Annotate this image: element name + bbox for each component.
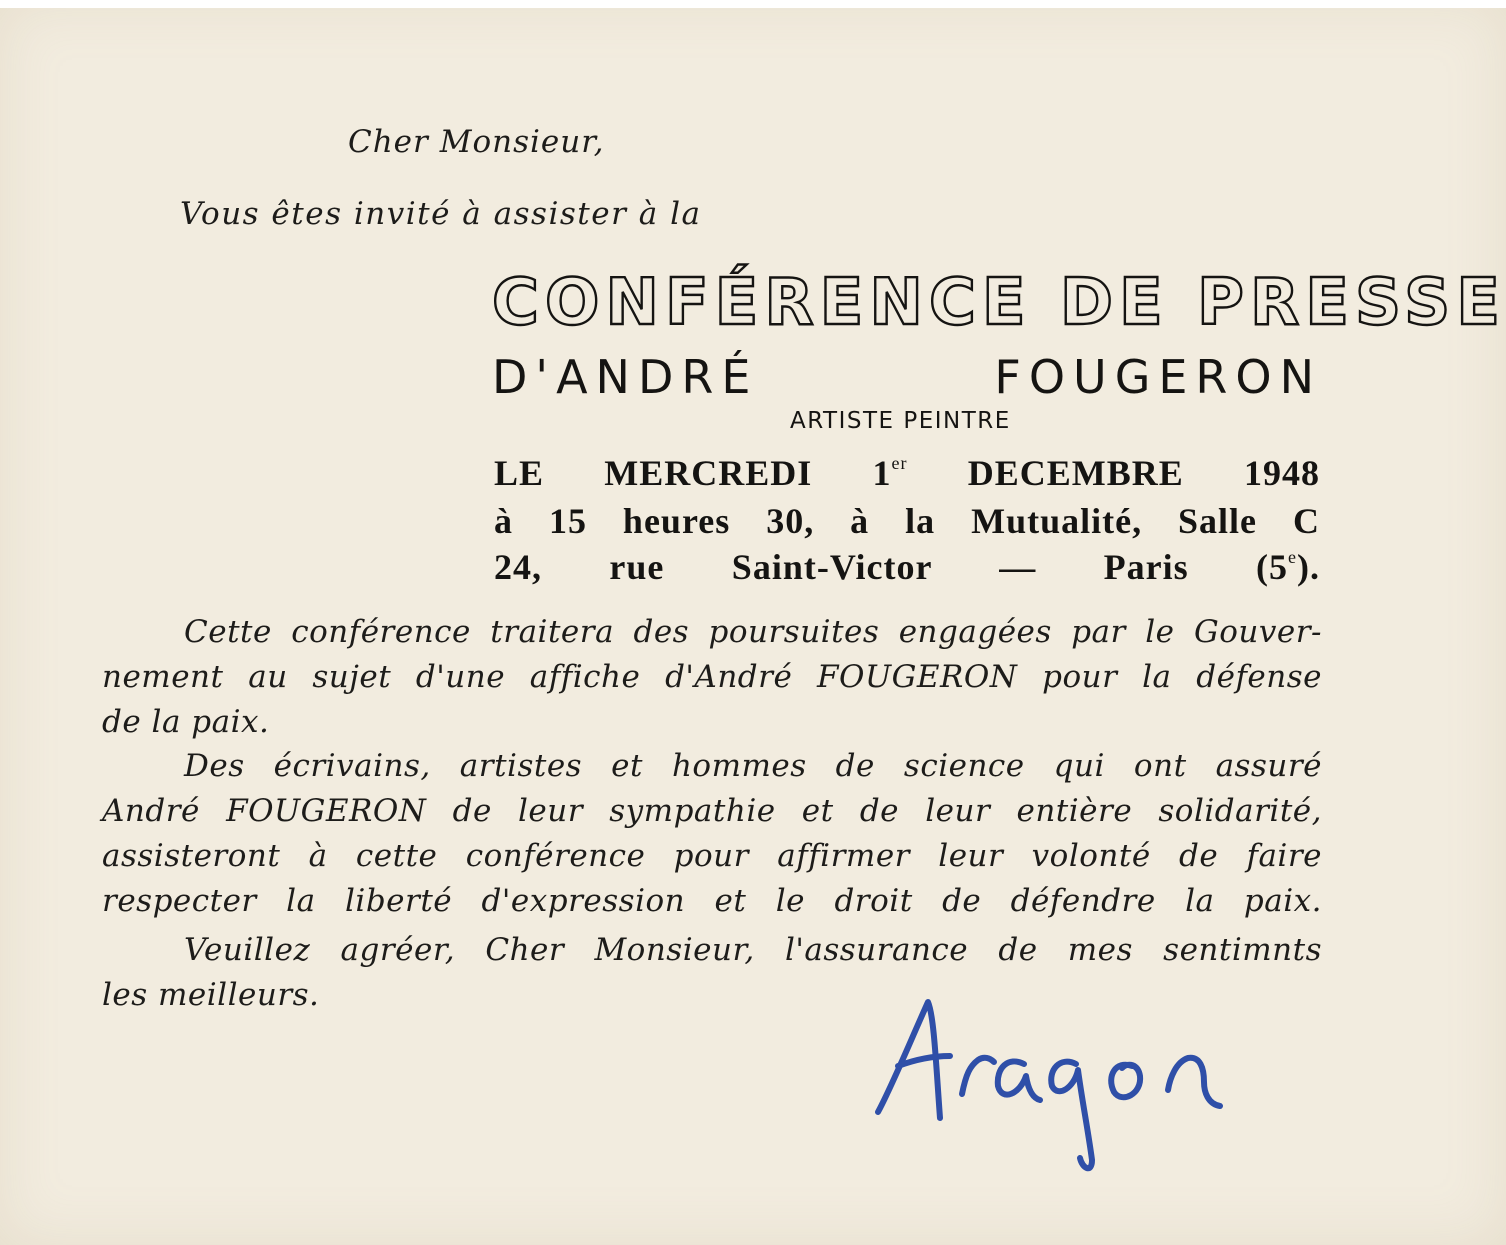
- card-top-edge: [0, 0, 1506, 8]
- date-prefix: LE MERCREDI 1: [494, 453, 892, 493]
- event-address: [494, 546, 1320, 588]
- paragraph-line: assisteront à cette conférence pour affirmer leur volonté de faire: [102, 838, 1322, 874]
- greeting: Cher Monsieur,: [348, 124, 605, 160]
- address-suffix: ).: [1297, 547, 1320, 587]
- paragraph-line: Des écrivains, artistes et hommes de science qui ont assuré: [184, 748, 1322, 784]
- paragraph-line: de la paix.: [102, 704, 270, 740]
- paragraph-supporters: [102, 744, 1322, 924]
- invitation-line: Vous êtes invité à assister à la: [180, 196, 702, 232]
- paragraph-line: nement au sujet d'une affiche d'André FOUGERON pour la défense: [102, 659, 1322, 695]
- paragraph-line: André FOUGERON de leur sympathie et de leur entière solidarité,: [102, 793, 1322, 829]
- event-title: CONFÉRENCE DE PRESSE: [492, 266, 1506, 340]
- date-superscript: er: [891, 453, 908, 473]
- paragraph-line: les meilleurs.: [102, 977, 320, 1013]
- paragraph-line: Veuillez agréer, Cher Monsieur, l'assurance de mes sentimnts: [184, 932, 1322, 968]
- signature-aragon: [870, 990, 1290, 1180]
- paragraph-line: respecter la liberté d'expression et le droit de défendre la paix.: [102, 883, 1322, 919]
- paragraph-line: Cette conférence traitera des poursuites engagées par le Gouver-: [184, 614, 1322, 650]
- artist-name: D'ANDRÉ FOUGERON: [492, 350, 1322, 404]
- address-superscript: e: [1288, 547, 1297, 567]
- address-prefix: 24, rue Saint-Victor — Paris (5: [494, 547, 1288, 587]
- event-time-place: à 15 heures 30, à la Mutualité, Salle C: [494, 501, 1320, 541]
- date-suffix: DECEMBRE 1948: [967, 453, 1321, 493]
- event-date: [494, 452, 1320, 494]
- paragraph-topic: [102, 610, 1322, 745]
- artist-role: ARTISTE PEINTRE: [790, 408, 1011, 434]
